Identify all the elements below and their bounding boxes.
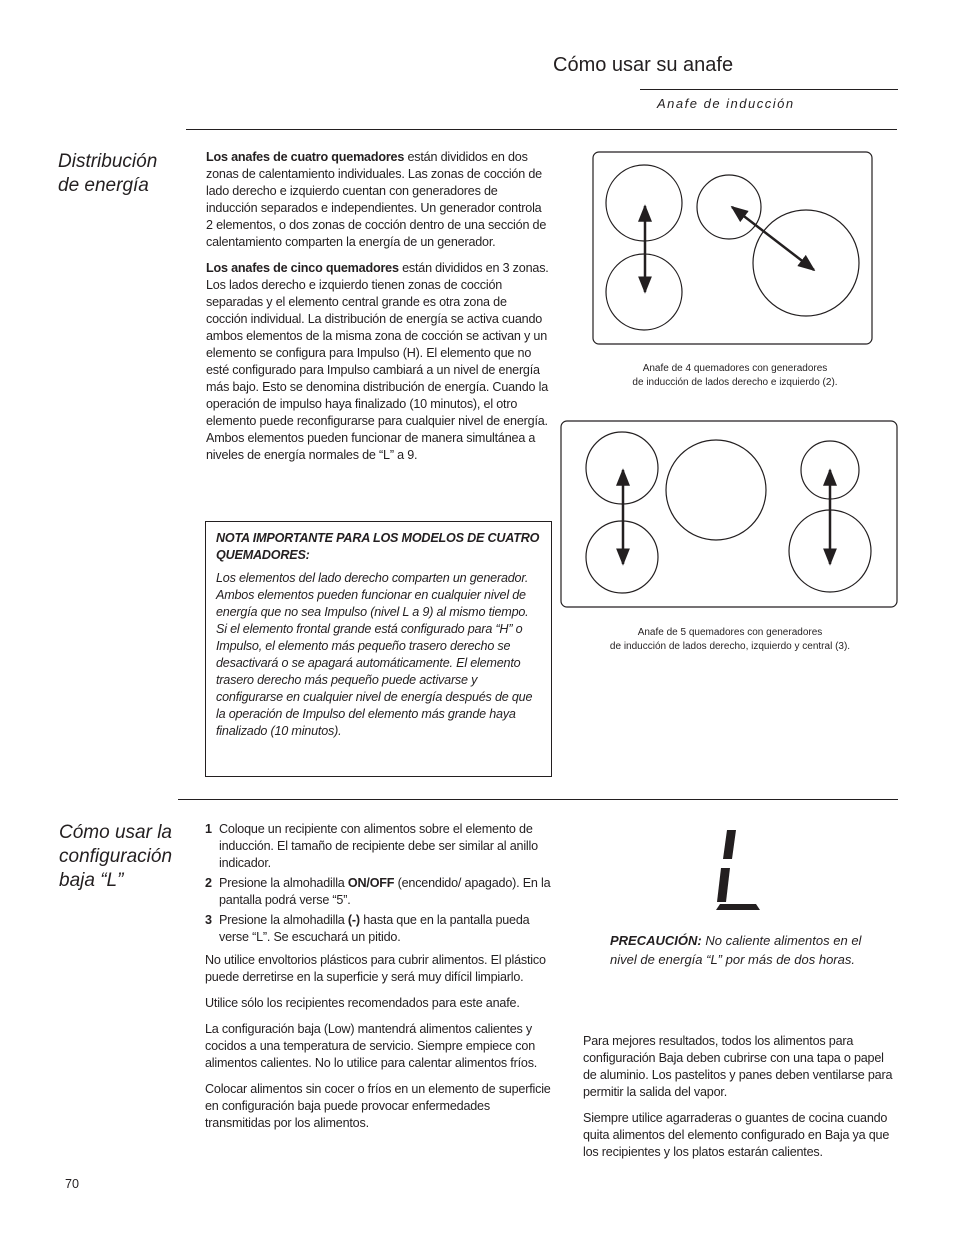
recommended-pans: Utilice sólo los recipientes recomendados para este anafe.: [205, 996, 520, 1010]
step-2: [205, 875, 557, 909]
step-text: Coloque un recipiente con alimentos sobre el elemento de inducción. El tamaño de recipiente debe ser similar al anillo indicador.: [219, 822, 538, 870]
section2-divider: [178, 799, 898, 800]
caution-label: PRECAUCIÓN:: [610, 933, 702, 948]
section2-right-body: [583, 1033, 898, 1170]
four-burner-lead: Los anafes de cuatro quemadores: [206, 150, 405, 164]
display-l-icon: [712, 826, 764, 914]
step-number: 3: [205, 913, 212, 927]
five-burner-caption: Anafe de 5 quemadores con generadores de inducción de lados derecho, izquierdo y central (3).: [609, 627, 851, 652]
five-burner-diagram: [558, 418, 900, 612]
caution-note: [610, 931, 880, 969]
section1-title: Distribución de energía: [58, 151, 158, 196]
step-3: [205, 912, 557, 946]
four-burner-paragraph: [206, 149, 551, 251]
section2-title: Cómo usar la configuración baja “L”: [59, 822, 173, 891]
four-burner-diagram: [590, 150, 876, 348]
plastic-warning: No utilice envoltorios plásticos para cubrir alimentos. El plástico puede derretirse en la superficie y será muy difícil limpiarlo.: [205, 953, 546, 984]
section2-body: [205, 821, 557, 1141]
steps-list: [205, 821, 557, 946]
five-burner-paragraph: [206, 260, 551, 464]
header-divider: [640, 89, 898, 90]
five-burner-lead: Los anafes de cinco quemadores: [206, 261, 399, 275]
step-number: 2: [205, 876, 212, 890]
important-note-text: Los elementos del lado derecho comparten un generador. Ambos elementos pueden funcionar en cualquier nivel de energía que no sea Impulso (nivel L a 9) al mismo tiempo. Si el elemento frontal grande está configurado para “H” o Impulso, el elemento más pequeño trasero derecho se desactivará o se apagará automáticamente. El elemento trasero derecho más pequeño puede activarse y configurarse en cualquier nivel de energía después de que la operación de Impulso del elemento más grande haya finalizado (10 minutos).: [216, 571, 533, 738]
caution-text: No caliente alimentos en el nivel de energía “L” por más de dos horas.: [610, 933, 862, 967]
page-number: 70: [65, 1177, 80, 1191]
food-safety-warning: Colocar alimentos sin cocer o fríos en un elemento de superficie en configuración baja puede provocar enfermedades transmitidas por los alimentos.: [205, 1082, 551, 1130]
cooktop-outline: [593, 152, 872, 344]
four-burner-caption: Anafe de 4 quemadores con generadores de inducción de lados derecho e izquierdo (2).: [632, 363, 838, 388]
header-subtitle: Anafe de inducción: [657, 96, 795, 111]
burner-right-rear: [697, 175, 761, 239]
five-burner-text: están divididos en 3 zonas. Los lados derecho e izquierdo tienen zonas de cocción separadas y el elemento central grande es otra zona de cocción individual. La distribución de energía se activa cuando ambos elementos de la misma zona de cocción se activan y un elemento se configura para Impulso (H). El elemento que no esté configurado para Impulso cambiará a un nivel de energía más bajo. Esto se denomina distribución de energía. Cuando la operación de impulso haya finalizado (10 minutos), el otro elemento puede reconfigurarse para cualquier nivel de energía. Ambos elementos pueden funcionar de manera simultánea a niveles de energía normales de “L” a 9.: [206, 261, 549, 462]
hot-dishes-warning: Siempre utilice agarraderas o guantes de cocina cuando quita alimentos del elemento configurado en Baja ya que los recipientes y los platos estarán calientes.: [583, 1111, 890, 1159]
step-text: Presione la almohadilla ON/OFF (encendido/ apagado). En la pantalla podrá verse “5”.: [219, 876, 551, 907]
minus-pad-label: (-): [347, 913, 360, 927]
step-number: 1: [205, 822, 212, 836]
cover-food-tip: Para mejores resultados, todos los alimentos para configuración Baja deben cubrirse con una tapa o papel de aluminio. Los pastelitos y panes deben ventilarse para permitir la salida del vapor.: [583, 1034, 893, 1099]
four-burner-text: están divididos en dos zonas de calentamiento individuales. Las zonas de cocción de lado derecho e izquierdo cuentan con generadores de inducción separados e independientes. Un generador controla 2 elementos, o dos zonas de cocción dentro de una sección de calentamiento comparten la energía de un generador.: [206, 150, 547, 249]
burner-center-5: [666, 440, 766, 540]
section1-body: [206, 149, 551, 473]
right-generator-arrow: [732, 207, 814, 270]
low-setting-info: La configuración baja (Low) mantendrá alimentos calientes y cocidos a una temperatura de servicio. Siempre empiece con alimentos calientes. No lo utilice para calentar alimentos fríos.: [205, 1022, 538, 1070]
header-title: Cómo usar su anafe: [553, 54, 734, 76]
important-note-title: NOTA IMPORTANTE PARA LOS MODELOS DE CUATRO QUEMADORES:: [216, 531, 540, 562]
on-off-pad-label: ON/OFF: [347, 876, 395, 890]
important-note-box: [205, 521, 552, 777]
step-text: Presione la almohadilla (-) hasta que en la pantalla pueda verse “L”. Se escuchará un pitido.: [219, 913, 530, 944]
step-1: [205, 821, 557, 872]
section1-divider: [186, 129, 897, 130]
